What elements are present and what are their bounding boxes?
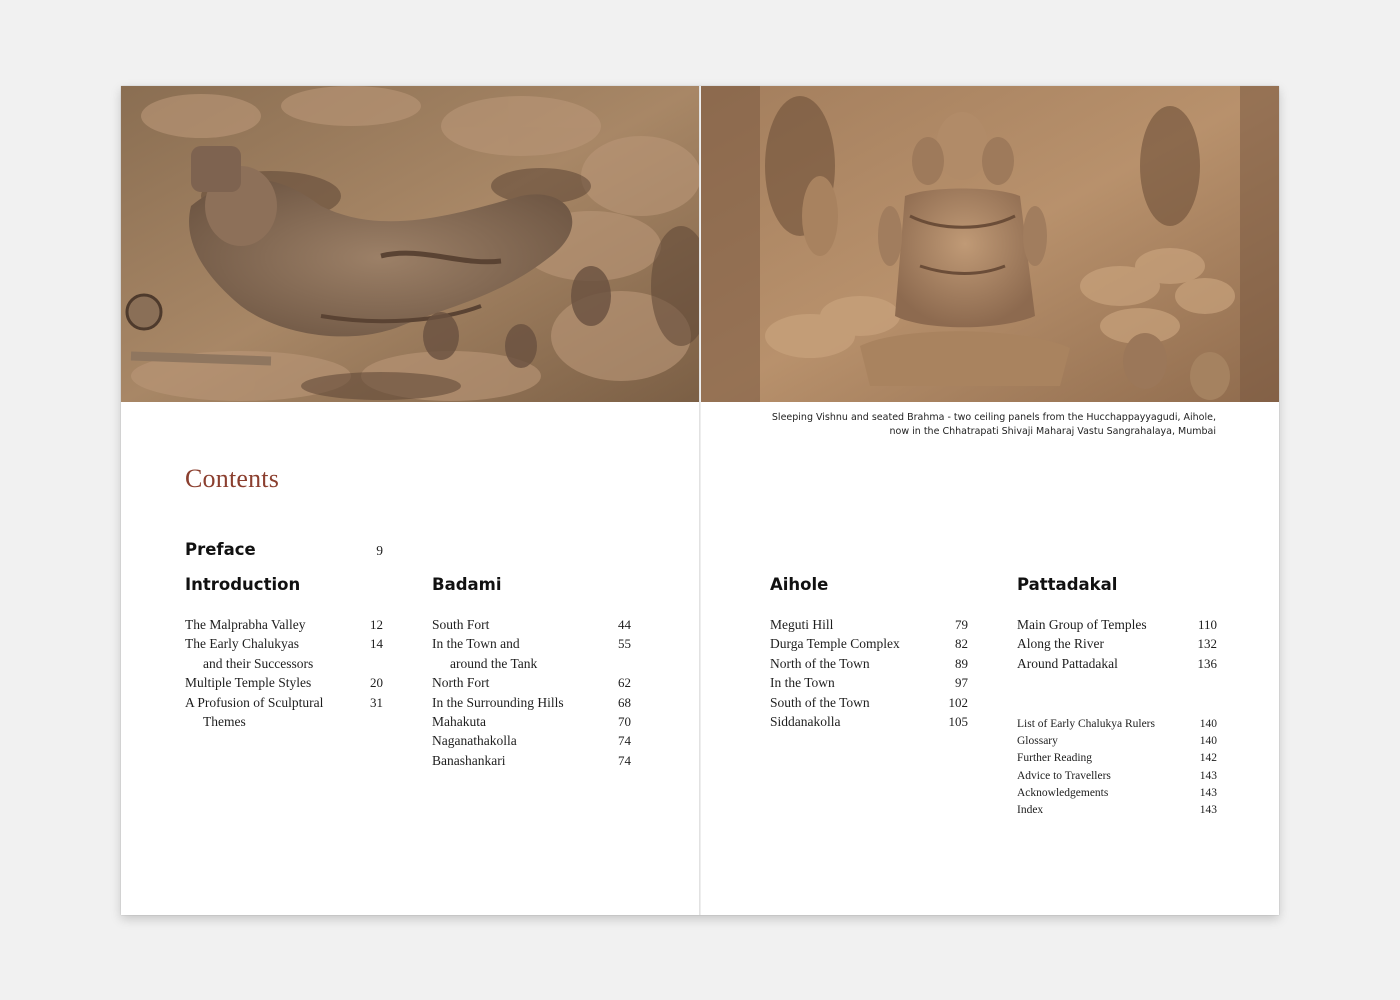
- toc-entry-page: 82: [955, 636, 968, 652]
- toc-entry-title: South Fort: [432, 617, 490, 632]
- toc-entry: [1017, 634, 1217, 653]
- toc-entry: [770, 693, 968, 712]
- photo-caption: [736, 411, 1216, 439]
- toc-entry: [1017, 785, 1217, 802]
- toc-entry-title: Advice to Travellers: [1017, 769, 1111, 782]
- toc-entry-page: 97: [955, 675, 968, 691]
- toc-entry-page: 44: [618, 617, 631, 632]
- caption-line-1: Sleeping Vishnu and seated Brahma - two ceiling panels from the Hucchappayyagudi, Aihole,: [771, 412, 1216, 423]
- toc-entry-page: 74: [618, 752, 631, 768]
- toc-entry-title-continued: and their Successors: [203, 655, 314, 671]
- toc-entry-page: 143: [1199, 786, 1217, 799]
- toc-entry: [185, 615, 383, 634]
- pattadakal-list: [1017, 615, 1217, 673]
- toc-entry-page: 105: [948, 713, 968, 729]
- toc-entry-title-continued: around the Tank: [450, 655, 538, 671]
- toc-entry-page: 12: [370, 617, 383, 632]
- toc-entry-page: 14: [370, 636, 383, 652]
- badami-list: [432, 615, 631, 770]
- toc-entry-title: Index: [1017, 803, 1044, 816]
- toc-entry: [770, 712, 968, 731]
- toc-entry-title: Durga Temple Complex: [770, 636, 900, 652]
- toc-entry: [432, 673, 631, 692]
- toc-entry-page: 68: [618, 694, 631, 710]
- back-matter-list: [1017, 716, 1217, 819]
- toc-entry-page: 31: [370, 694, 383, 710]
- toc-entry: [770, 654, 968, 673]
- toc-entry: [1017, 768, 1217, 785]
- toc-entry: [1017, 733, 1217, 750]
- toc-entry: [1017, 615, 1217, 634]
- toc-entry-title: North of the Town: [770, 655, 870, 671]
- toc-entry: [1017, 802, 1217, 819]
- toc-entry-title: Around Pattadakal: [1017, 655, 1118, 671]
- toc-entry-page: 79: [955, 617, 968, 632]
- toc-entry: [432, 731, 631, 750]
- toc-entry: [432, 634, 631, 673]
- toc-entry-page: 74: [618, 733, 631, 749]
- toc-entry-title: In the Town and: [432, 636, 520, 652]
- toc-entry-title: South of the Town: [770, 694, 870, 710]
- toc-entry-title: Along the River: [1017, 636, 1104, 652]
- book-spread: [121, 86, 1279, 915]
- toc-entry-title: Naganathakolla: [432, 733, 517, 749]
- toc-entry: [1017, 716, 1217, 733]
- toc-entry-page: 89: [955, 655, 968, 671]
- toc-entry-title: The Malprabha Valley: [185, 617, 306, 632]
- preface-page-number: 9: [376, 543, 383, 558]
- toc-entry-page: 142: [1199, 752, 1217, 765]
- toc-entry-title: List of Early Chalukya Rulers: [1017, 718, 1155, 730]
- toc-entry: [770, 615, 968, 634]
- pattadakal-heading: Pattadakal: [1017, 575, 1118, 594]
- toc-entry-page: 62: [618, 675, 631, 691]
- toc-entry: [432, 751, 631, 770]
- introduction-heading: Introduction: [185, 575, 301, 594]
- toc-entry-page: 143: [1199, 803, 1217, 816]
- toc-entry-page: 143: [1199, 769, 1217, 782]
- toc-entry: [432, 615, 631, 634]
- toc-entry-title: Meguti Hill: [770, 617, 834, 632]
- toc-entry-title: Banashankari: [432, 752, 506, 768]
- toc-entry: [432, 712, 631, 731]
- toc-entry: [185, 693, 383, 732]
- aihole-heading: Aihole: [770, 575, 829, 594]
- toc-entry-title: Multiple Temple Styles: [185, 675, 312, 691]
- toc-entry-page: 110: [1197, 617, 1217, 632]
- toc-entry-title: Acknowledgements: [1017, 786, 1109, 799]
- toc-entry-page: 140: [1199, 735, 1217, 748]
- book-gutter: [699, 86, 701, 915]
- caption-line-2: now in the Chhatrapati Shivaji Maharaj Vastu Sangrahalaya, Mumbai: [889, 426, 1216, 437]
- toc-entry: [185, 634, 383, 673]
- toc-entry-page: 132: [1197, 636, 1217, 652]
- toc-entry: [1017, 654, 1217, 673]
- preface-heading: Preface: [185, 540, 256, 559]
- toc-entry-title: In the Town: [770, 675, 835, 691]
- aihole-list: [770, 615, 968, 731]
- toc-entry-title: Mahakuta: [432, 713, 486, 729]
- toc-entry-title: Further Reading: [1017, 752, 1093, 765]
- toc-entry-page: 55: [618, 636, 631, 652]
- toc-entry-page: 140: [1199, 718, 1217, 730]
- contents-title: Contents: [185, 464, 280, 493]
- toc-entry-title: Glossary: [1017, 735, 1058, 748]
- toc-entry: [185, 673, 383, 692]
- sleeping-vishnu-relief-image: [121, 86, 700, 402]
- badami-heading: Badami: [432, 575, 502, 594]
- toc-entry-title: Main Group of Temples: [1017, 617, 1147, 632]
- toc-entry: [770, 634, 968, 653]
- toc-entry-page: 20: [370, 675, 383, 691]
- toc-entry: [770, 673, 968, 692]
- toc-entry-title: North Fort: [432, 675, 490, 691]
- toc-entry: [432, 693, 631, 712]
- introduction-list: [185, 615, 383, 731]
- toc-entry-title: Siddanakolla: [770, 713, 841, 729]
- toc-entry-title: In the Surrounding Hills: [432, 694, 564, 710]
- toc-entry-title-continued: Themes: [203, 713, 246, 729]
- toc-entry-title: The Early Chalukyas: [185, 636, 299, 652]
- toc-entry-title: A Profusion of Sculptural: [185, 694, 324, 710]
- toc-entry-page: 136: [1197, 655, 1217, 671]
- seated-brahma-relief-image: [700, 86, 1279, 402]
- toc-entry: [1017, 750, 1217, 767]
- toc-entry-page: 70: [618, 713, 631, 729]
- toc-entry-page: 102: [948, 694, 968, 710]
